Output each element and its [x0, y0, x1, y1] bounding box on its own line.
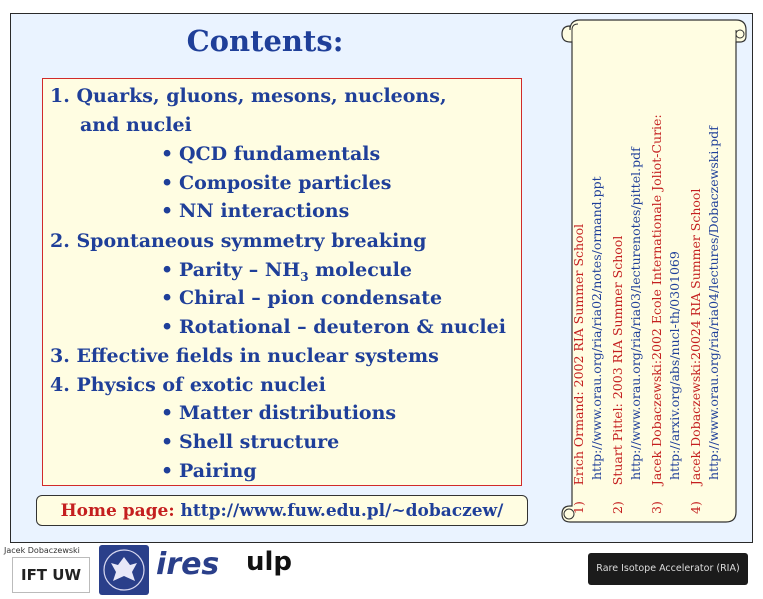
toc-subitem: • Parity – $NH_3$ molecule [161, 259, 412, 284]
toc-subitem: • Pairing [161, 460, 257, 482]
toc-subitem: • Chiral – pion condensate [161, 287, 443, 309]
ift-uw-logo: IFT UW [12, 557, 90, 593]
home-page-link[interactable]: http://www.fuw.edu.pl/~dobaczew/ [180, 501, 504, 521]
toc-subitem: • Shell structure [161, 431, 340, 453]
toc-item-1-line-1: 1. Quarks, gluons, mesons, nucleons, [50, 85, 447, 107]
contents-box [42, 78, 522, 486]
toc-subitem: • Rotational – deuteron & nuclei [161, 316, 506, 338]
toc-item-4: 4. Physics of exotic nuclei [50, 374, 326, 396]
author-label: Jacek Dobaczewski [4, 546, 80, 555]
ria-logo: Rare Isotope Accelerator (RIA) [588, 553, 748, 585]
toc-subitem: • QCD fundamentals [161, 143, 381, 165]
ires-logo: ires [156, 547, 220, 582]
home-page-label: Home page: [60, 501, 175, 521]
reference-3: 3) Jacek Dobaczewski:2002 Ecole Internationale Joliot-Curie: http://arxiv.org/abs/nucl-th/0301069 [649, 114, 682, 514]
toc-subitem: • Matter distributions [161, 402, 397, 424]
toc-subitem: • NN interactions [161, 200, 350, 222]
toc-item-1-line-2: and nuclei [80, 114, 192, 136]
university-seal-logo [99, 545, 149, 595]
references-list [568, 38, 738, 518]
eagle-icon [99, 545, 149, 595]
toc-item-3: 3. Effective fields in nuclear systems [50, 345, 439, 367]
page-title: Contents: [186, 24, 344, 58]
footer-logos [0, 543, 763, 597]
home-page-box [36, 495, 528, 526]
toc-subitem: • Composite particles [161, 172, 392, 194]
toc-item-2: 2. Spontaneous symmetry breaking [50, 230, 427, 252]
ulp-logo: ulp [246, 547, 293, 577]
reference-1: 1) Erich Ormand: 2002 RIA Summer School http://www.orau.org/ria/ria02/notes/ormand.ppt [571, 176, 604, 514]
reference-2: 2) Stuart Pittel: 2003 RIA Summer School http://www.orau.org/ria/ria03/lecturenotes/pittel.pdf [610, 147, 643, 514]
reference-4: 4) Jacek Dobaczewski:20024 RIA Summer School http://www.orau.org/ria/ria04/lectures/Dobaczewski.pdf [688, 126, 721, 514]
